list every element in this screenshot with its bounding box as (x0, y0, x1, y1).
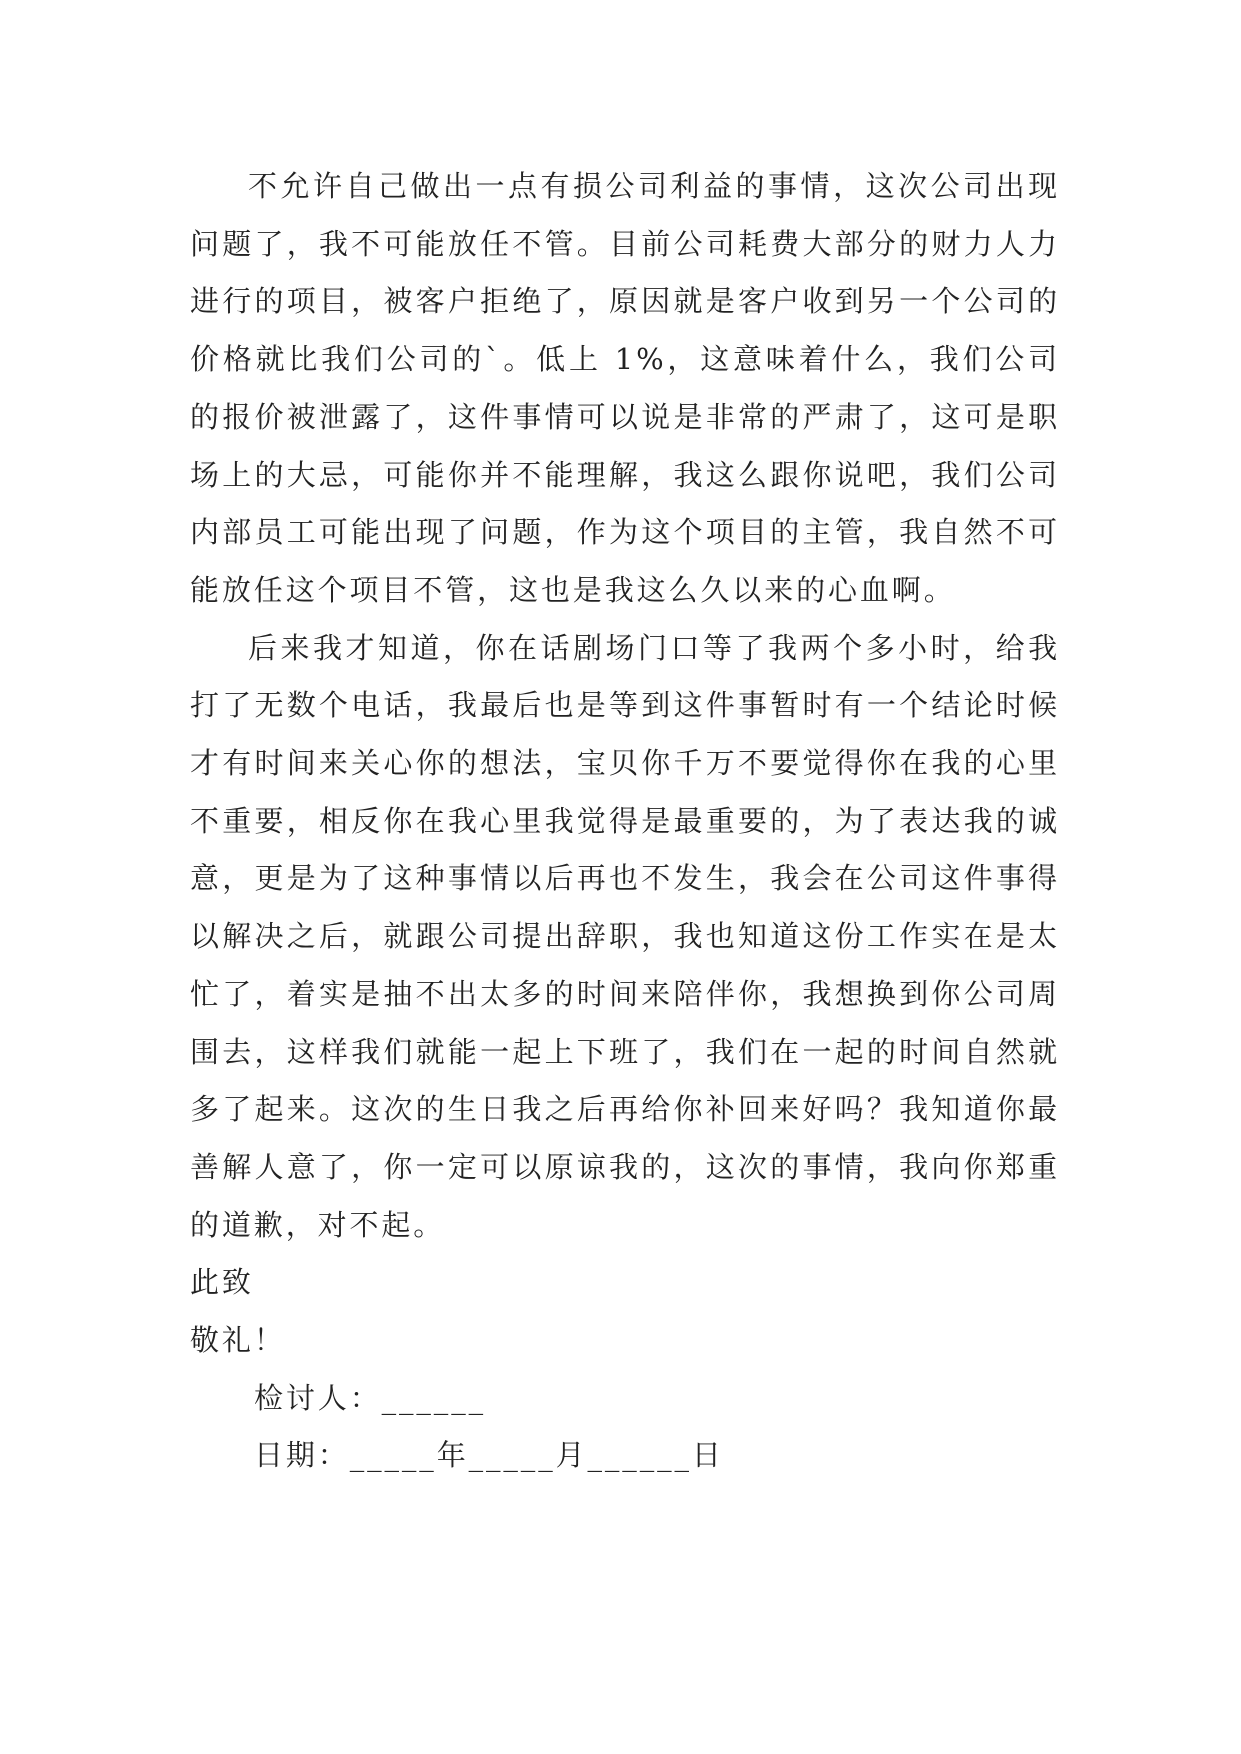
paragraph-1: 不允许自己做出一点有损公司利益的事情，这次公司出现问题了，我不可能放任不管。目前公司耗费大部分的财力人力进行的项目，被客户拒绝了，原因就是客户收到另一个公司的价格就比我们公司的`。低上 1%，这意味着什么，我们公司的报价被泄露了，这件事情可以说是非常的严肃了，这可是职场上的大忌，可能你并不能理解，我这么跟你说吧，我们公司内部员工可能出现了问题，作为这个项目的主管，我自然不可能放任这个项目不管，这也是我这么久以来的心血啊。 (190, 169, 1060, 607)
closing-salutation: 此致 (190, 1265, 254, 1300)
paragraph-2: 后来我才知道，你在话剧场门口等了我两个多小时，给我打了无数个电话，我最后也是等到这件事暂时有一个结论时候才有时间来关心你的想法，宝贝你千万不要觉得你在我的心里不重要，相反你在我心里我觉得是最重要的，为了表达我的诚意，更是为了这种事情以后再也不发生，我会在公司这件事得以解决之后，就跟公司提出辞职，我也知道这份工作实在是太忙了，着实是抽不出太多的时间来陪伴你，我想换到你公司周围去，这样我们就能一起上下班了，我们在一起的时间自然就多了起来。这次的生日我之后再给你补回来好吗？我知道你最善解人意了，你一定可以原谅我的，这次的事情，我向你郑重的道歉，对不起。 (190, 630, 1060, 1242)
letter-body (190, 158, 1060, 1485)
signer-line: 检讨人：______ (254, 1380, 487, 1415)
date-line: 日期：_____年_____月______日 (254, 1438, 724, 1473)
closing-regards: 敬礼！ (190, 1323, 286, 1358)
